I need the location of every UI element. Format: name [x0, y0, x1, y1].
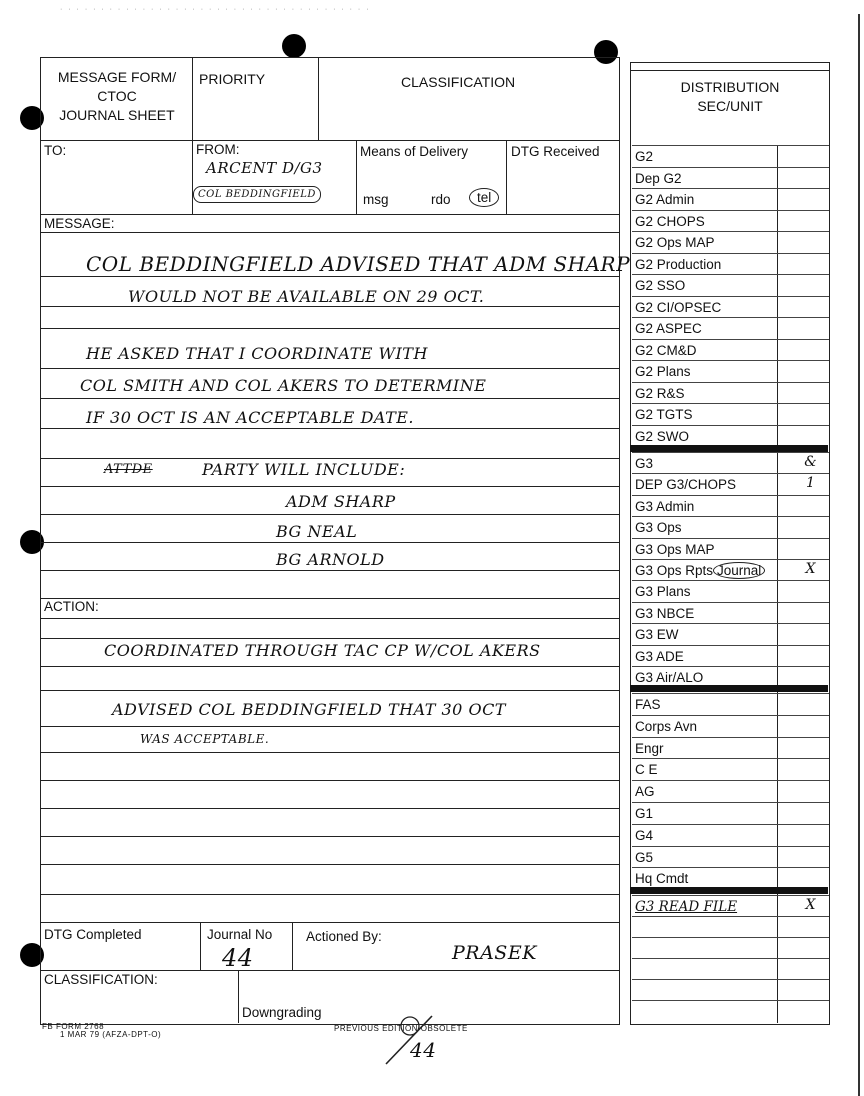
- distribution-row: [632, 473, 829, 495]
- distribution-blank-row: [632, 937, 829, 959]
- distribution-row-name: Dep G2: [635, 170, 682, 186]
- distribution-row-name: G3 Ops Rpts Journal: [635, 563, 765, 578]
- distribution-row-name: G1: [635, 806, 654, 821]
- distribution-row-name: G3 EW: [635, 627, 679, 643]
- journal-no-label: Journal No: [207, 927, 273, 942]
- distribution-row-name: G3: [635, 456, 654, 471]
- distribution-row-name: G2 Ops MAP: [635, 235, 715, 250]
- means-tel-selected: tel: [469, 188, 499, 207]
- action-line: COORDINATED THROUGH TAC CP W/COL AKERS: [104, 641, 541, 660]
- distribution-blank-row: [632, 1000, 829, 1022]
- page-edge: [858, 14, 860, 1096]
- message-line: WOULD NOT BE AVAILABLE ON 29 OCT.: [128, 287, 485, 306]
- distribution-row: [632, 824, 829, 846]
- scan-noise: · · · · · · · · · · · · · · · · · · · · · · · · · · · · · · · · · · · · · ·: [60, 6, 371, 13]
- distribution-row: [632, 780, 829, 802]
- distribution-row: [632, 188, 829, 210]
- message-label: MESSAGE:: [44, 216, 115, 231]
- distribution-row: [632, 538, 829, 560]
- distribution-row: [632, 867, 829, 889]
- distribution-row: [632, 895, 829, 917]
- message-line: HE ASKED THAT I COORDINATE WITH: [86, 344, 428, 363]
- distribution-row-mark: X: [805, 561, 816, 577]
- distribution-row: [632, 231, 829, 253]
- distribution-row-name: G2 CI/OPSEC: [635, 299, 722, 315]
- distribution-blank-row: [632, 958, 829, 980]
- message-line: COL BEDDINGFIELD ADVISED THAT ADM SHARP: [86, 252, 631, 276]
- distribution-row: [632, 846, 829, 868]
- means-msg: msg: [363, 192, 389, 207]
- distribution-row: [632, 580, 829, 602]
- distribution-row-name: DEP G3/CHOPS: [635, 477, 737, 493]
- distribution-row-name: G3 Plans: [635, 584, 691, 600]
- distribution-row: [632, 296, 829, 318]
- distribution-row: [632, 452, 829, 474]
- previous-edition-note: PREVIOUS EDITION OBSOLETE: [334, 1024, 468, 1033]
- action-line: WAS ACCEPTABLE.: [140, 732, 270, 746]
- distribution-row: [632, 758, 829, 780]
- distribution-row-name: G5: [635, 849, 654, 865]
- page-mark: 44: [410, 1038, 437, 1062]
- distribution-row: [632, 693, 829, 715]
- from-label: FROM:: [196, 142, 240, 157]
- distribution-row: [632, 425, 829, 447]
- distribution-row-name: G2: [635, 149, 654, 164]
- distribution-row-name: G2 Plans: [635, 364, 691, 379]
- downgrading-label: Downgrading: [242, 1005, 322, 1020]
- distribution-row-name: G3 Admin: [635, 498, 695, 514]
- classification-footer-label: CLASSIFICATION:: [44, 972, 158, 987]
- distribution-blank-row: [632, 916, 829, 938]
- message-line: BG NEAL: [276, 522, 358, 541]
- distribution-row: [632, 737, 829, 759]
- distribution-row-name: FAS: [635, 697, 661, 712]
- distribution-row: [632, 253, 829, 275]
- distribution-row: [632, 645, 829, 667]
- distribution-row-name: G3 Air/ALO: [635, 670, 704, 685]
- message-line: PARTY WILL INCLUDE:: [202, 460, 406, 479]
- distribution-row: [632, 145, 829, 167]
- struck-word: ATTDE: [104, 462, 153, 477]
- distribution-row-name: G2 SSO: [635, 278, 686, 293]
- distribution-row: [632, 802, 829, 824]
- distribution-row-name: G2 ASPEC: [635, 321, 702, 336]
- classification-label: CLASSIFICATION: [401, 74, 516, 90]
- distribution-row-name: G2 CHOPS: [635, 213, 705, 229]
- distribution-row: [632, 666, 829, 688]
- distribution-row: [632, 559, 829, 581]
- distribution-row-name: Corps Avn: [635, 718, 698, 734]
- punch-hole: [282, 34, 306, 58]
- distribution-row-mark: X: [805, 897, 816, 913]
- distribution-row-name: G3 Ops MAP: [635, 541, 715, 557]
- distribution-row-name: Hq Cmdt: [635, 871, 689, 887]
- means-rdo: rdo: [431, 192, 451, 207]
- distribution-row: [632, 317, 829, 339]
- priority-label: PRIORITY: [199, 71, 266, 87]
- distribution-row: [632, 403, 829, 425]
- distribution-row: [632, 167, 829, 189]
- distribution-row-name: AG: [635, 784, 655, 800]
- from-value-name: COL BEDDINGFIELD: [193, 186, 321, 203]
- actioned-by-signature: PRASEK: [452, 942, 537, 964]
- form-date: 1 MAR 79 (AFZA-DPT-O): [60, 1030, 162, 1039]
- actioned-by-label: Actioned By:: [306, 929, 382, 944]
- distribution-row-mark: 1: [806, 475, 815, 492]
- means-of-delivery-label: Means of Delivery: [360, 144, 469, 159]
- distribution-row-name: G3 ADE: [635, 648, 684, 664]
- distribution-row-name: G2 SWO: [635, 428, 690, 444]
- distribution-row-name: G3 NBCE: [635, 605, 695, 621]
- distribution-row-mark: &: [804, 454, 817, 470]
- distribution-row: [632, 516, 829, 538]
- distribution-row-name: G3 Ops: [635, 520, 682, 536]
- distribution-row-name: G2 TGTS: [635, 407, 693, 422]
- message-line: ADM SHARP: [286, 492, 396, 511]
- journal-no-value: 44: [222, 944, 254, 972]
- to-label: TO:: [44, 143, 67, 158]
- distribution-row-name: G2 Admin: [635, 192, 695, 207]
- distribution-row: [632, 495, 829, 517]
- form-number: FB FORM 2768: [42, 1022, 105, 1031]
- distribution-row: [632, 623, 829, 645]
- distribution-row: [632, 210, 829, 232]
- distribution-row-name: C E: [635, 762, 658, 778]
- dtg-completed-label: DTG Completed: [44, 927, 142, 942]
- distribution-row: [632, 382, 829, 404]
- distribution-row-name: Engr: [635, 740, 664, 756]
- distribution-row-name: G4: [635, 827, 654, 843]
- message-line: IF 30 OCT IS AN ACCEPTABLE DATE.: [86, 408, 415, 427]
- message-line: BG ARNOLD: [276, 550, 385, 569]
- distribution-row-name: G2 CM&D: [635, 342, 697, 358]
- dtg-received-label: DTG Received: [511, 144, 600, 159]
- distribution-row: [632, 360, 829, 382]
- distribution-row: [632, 715, 829, 737]
- journal-circled: Journal: [713, 562, 765, 579]
- distribution-row-name: G2 Production: [635, 256, 722, 272]
- distribution-row: [632, 274, 829, 296]
- distribution-row-name: G2 R&S: [635, 385, 685, 401]
- form-title: MESSAGE FORM/ CTOC JOURNAL SHEET: [57, 69, 177, 123]
- distribution-row: [632, 602, 829, 624]
- distribution-blank-row: [632, 979, 829, 1001]
- distribution-row-name: G3 READ FILE: [635, 899, 738, 915]
- from-value: ARCENT D/G3: [206, 159, 323, 177]
- form-border: [40, 57, 620, 1025]
- page-mark-slash: [380, 1012, 440, 1068]
- distribution-row: [632, 339, 829, 361]
- action-line: ADVISED COL BEDDINGFIELD THAT 30 OCT: [112, 700, 506, 719]
- message-line: COL SMITH AND COL AKERS TO DETERMINE: [80, 376, 487, 395]
- action-label: ACTION:: [44, 599, 99, 614]
- distribution-header: DISTRIBUTION SEC/UNIT: [680, 79, 780, 114]
